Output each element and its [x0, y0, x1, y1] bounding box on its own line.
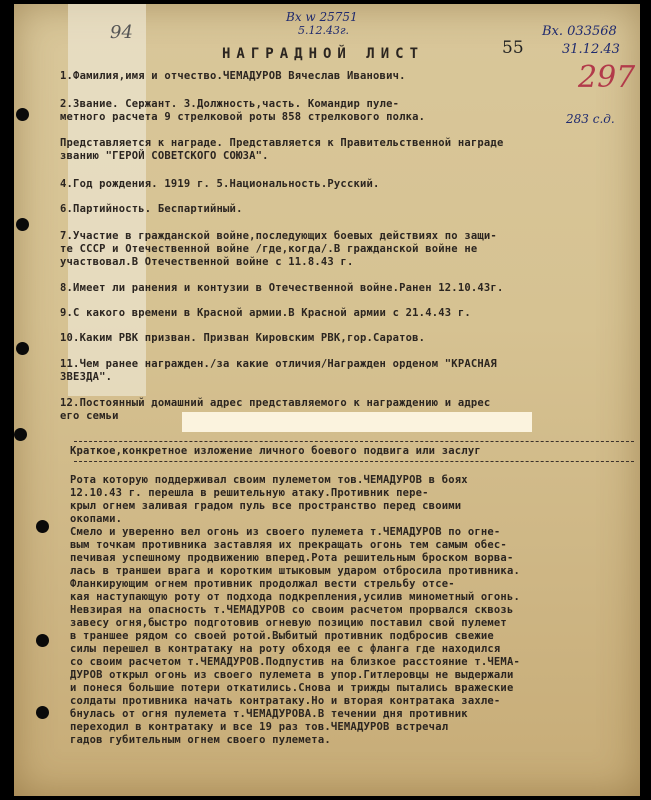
redaction-block [182, 412, 532, 432]
feat-line: со своим расчетом т.ЧЕМАДУРОВ.Подпустив на близкое расстояние т.ЧЕМА- [70, 656, 520, 668]
section-rule-bottom [74, 461, 634, 462]
section-rule-top [74, 441, 634, 442]
feat-line: Фланкирующим огнем противник продолжал вести стрельбу отсе- [70, 578, 455, 590]
feat-line: солдаты противника начать контратаку.Но и вторая контратака захле- [70, 695, 501, 707]
line-award-request: Представляется к награде. Представляется к Правительственной награде [60, 137, 504, 149]
binder-hole [36, 520, 49, 533]
line-9-service-start: 9.С какого времени в Красной армии.В Красной армии с 21.4.43 г. [60, 307, 471, 319]
award-sheet [14, 4, 640, 796]
line-1-name: 1.Фамилия,имя и отчество.ЧЕМАДУРОВ Вячеслав Иванович. [60, 70, 406, 82]
line-7-continued-b: участвовал.В Отечественной войне с 11.8.43 г. [60, 256, 354, 268]
binder-hole [14, 428, 27, 441]
line-7-continued-a: те СССР и Отечественной войне /где,когда/.В гражданской войне не [60, 243, 478, 255]
feat-line: окопами. [70, 513, 123, 525]
binder-hole [16, 218, 29, 231]
line-6-party: 6.Партийность. Беспартийный. [60, 203, 243, 215]
binder-hole [36, 706, 49, 719]
feat-line: кая наступающую роту от подхода подкрепления,усилив минометный огонь. [70, 591, 520, 603]
feat-line: завесу огня,быстро подготовив огневую позицию поставил свой пулемет [70, 617, 507, 629]
handwritten-inbox-ref-right: Bx. 033568 [542, 24, 617, 39]
page-number: 55 [502, 38, 524, 58]
feat-line: гадов губительным огнем своего пулемета. [70, 734, 331, 746]
handwritten-inbox-ref-left: Bx w 25751 [286, 10, 358, 24]
feat-section-heading: Краткое,конкретное изложение личного боевого подвига или заслуг [70, 445, 481, 457]
feat-line: бнулась от огня пулемета т.ЧЕМАДУРОВА.В течении дня противник [70, 708, 468, 720]
feat-line: силы перешел в контратаку на роту обходя ее с фланга где находился [70, 643, 501, 655]
handwritten-top-left-number: 94 [110, 22, 133, 43]
line-11-continued: ЗВЕЗДА". [60, 371, 113, 383]
handwritten-inbox-date-left: 5.12.43г. [298, 24, 350, 37]
line-10-conscription: 10.Каким РВК призван. Призван Кировским РВК,гор.Саратов. [60, 332, 426, 344]
feat-line: ДУРОВ открыл огонь из своего пулемета в упор.Гитлеровцы не выдержали [70, 669, 514, 681]
binder-hole [16, 342, 29, 355]
document-title: НАГРАДНОЙ ЛИСТ [222, 46, 425, 62]
feat-line: переходил в контратаку и все 19 раз тов.ЧЕМАДУРОВ встречал [70, 721, 449, 733]
line-2-position: метного расчета 9 стрелковой роты 858 стрелкового полка. [60, 111, 426, 123]
line-7-war-participation: 7.Участие в гражданской войне,последующих боевых действиях по защи- [60, 230, 497, 242]
feat-line: крыл огнем заливая градом пуль все пространство перед своими [70, 500, 462, 512]
line-12-continued: его семьи [60, 410, 119, 422]
feat-line: Рота которую поддерживал своим пулеметом тов.ЧЕМАДУРОВ в боях [70, 474, 468, 486]
feat-line: в траншее рядом со своей ротой.Выбитый противник подбросив свежие [70, 630, 494, 642]
line-12-address: 12.Постоянный домашний адрес представляемого к награждению и адрес [60, 397, 491, 409]
feat-line: Невзирая на опасность т.ЧЕМАДУРОВ со своим расчетом прорвался сквозь [70, 604, 514, 616]
line-11-previous-awards: 11.Чем ранее награжден./за какие отличия/Награжден орденом "КРАСНАЯ [60, 358, 497, 370]
feat-line: и понеся большие потери откатились.Снова и трижды пытались вражеские [70, 682, 514, 694]
line-4-birth-year: 4.Год рождения. 1919 г. 5.Национальность.Русский. [60, 178, 380, 190]
handwritten-red-number: 297 [578, 60, 636, 95]
feat-line: вым точкам противника заставляя их прекращать огонь тем самым обес- [70, 539, 507, 551]
line-award-title: званию "ГЕРОЙ СОВЕТСКОГО СОЮЗА". [60, 150, 269, 162]
feat-line: Смело и уверенно вел огонь из своего пулемета т.ЧЕМАДУРОВ по огне- [70, 526, 501, 538]
feat-line: 12.10.43 г. перешла в решительную атаку.Противник пере- [70, 487, 429, 499]
line-8-wounds: 8.Имеет ли ранения и контузии в Отечественной войне.Ранен 12.10.43г. [60, 282, 504, 294]
binder-hole [16, 108, 29, 121]
handwritten-corner-note: 283 с.д. [566, 112, 615, 126]
feat-line: лась в траншеи врага и коротким штыковым ударом отбросила противника. [70, 565, 520, 577]
handwritten-inbox-date-right: 31.12.43 [562, 42, 620, 57]
binder-hole [36, 634, 49, 647]
feat-line: печивая успешному продвижению вперед.Рота решительным броском ворва- [70, 552, 514, 564]
line-2-rank: 2.Звание. Сержант. 3.Должность,часть. Командир пуле- [60, 98, 400, 110]
